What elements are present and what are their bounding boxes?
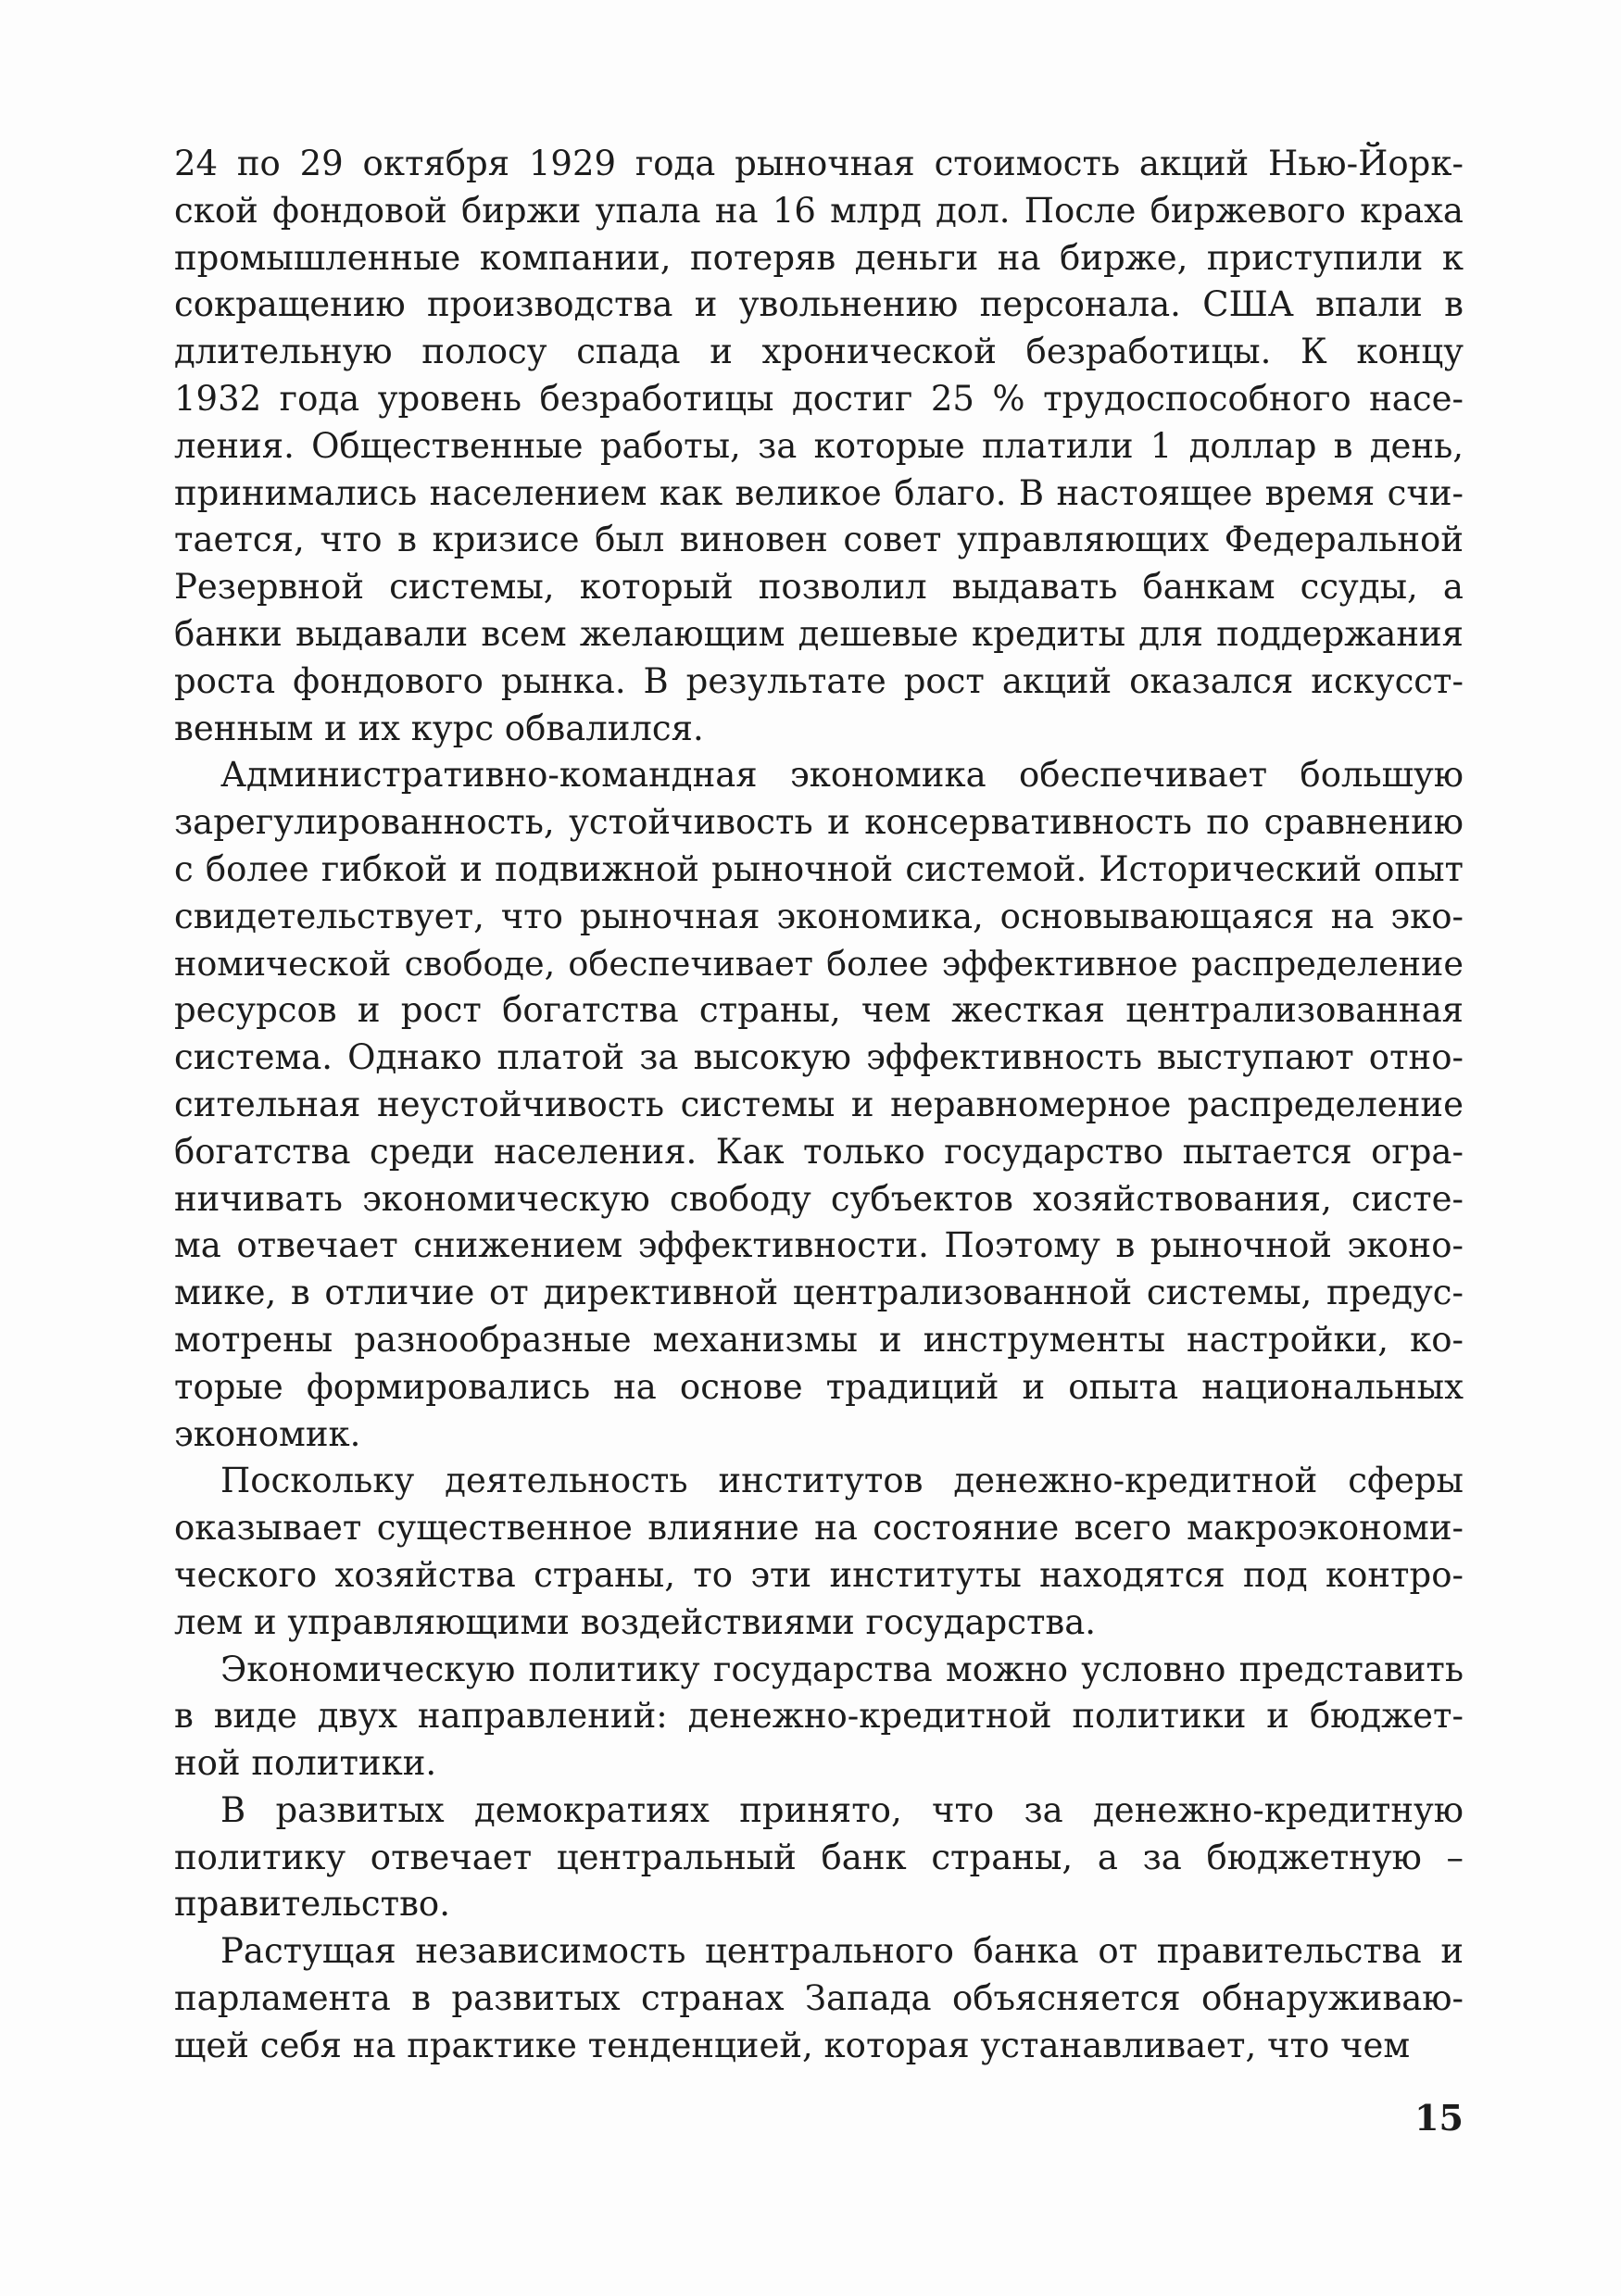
text-line: с более гибкой и подвижной рыночной системой. Исторический опыт <box>174 848 1464 889</box>
text-line: Административно-командная экономика обеспечивает большую <box>220 755 1464 796</box>
text-line: номической свободе, обеспечивает более эффективное распределение <box>174 943 1464 984</box>
text-line: щей себя на практике тенденцией, которая устанавливает, что чем <box>174 2025 1411 2065</box>
paragraph <box>174 1928 1464 2069</box>
text-line: ма отвечает снижением эффективности. Поэтому в рыночной эконо- <box>174 1225 1464 1266</box>
text-line: зарегулированность, устойчивость и консервативность по сравнению <box>174 802 1464 843</box>
text-line: экономик. <box>174 1413 361 1454</box>
page-number: 15 <box>1414 2097 1464 2139</box>
text-line: свидетельствует, что рыночная экономика, основывающаяся на эко- <box>174 896 1464 936</box>
text-line: ничивать экономическую свободу субъектов хозяйствования, систе- <box>174 1178 1464 1219</box>
text-line: ской фондовой биржи упала на 16 млрд дол. После биржевого краха <box>174 190 1464 231</box>
text-line: длительную полосу спада и хронической безработицы. К концу <box>174 332 1464 372</box>
text-line: В развитых демократиях принято, что за денежно-кредитную <box>220 1789 1464 1830</box>
text-line: оказывает существенное влияние на состояние всего макроэкономи- <box>174 1508 1464 1549</box>
text-line: мотрены разнообразные механизмы и инструменты настройки, ко- <box>174 1319 1464 1360</box>
paragraph <box>174 1647 1464 1788</box>
text-line: правительство. <box>174 1884 450 1925</box>
text-line: 1932 года уровень безработицы достиг 25 % трудоспособного насе- <box>174 378 1464 419</box>
body-text <box>174 141 1464 2070</box>
text-line: политику отвечает центральный банк страны, а за бюджетную – <box>174 1837 1464 1877</box>
text-line: Поскольку деятельность институтов денежно-кредитной сферы <box>220 1461 1464 1501</box>
text-line: принимались населением как великое благо. В настоящее время счи- <box>174 472 1464 513</box>
text-line: ческого хозяйства страны, то эти институты находятся под контро- <box>174 1554 1464 1595</box>
text-line: роста фондового рынка. В результате рост акций оказался искусст- <box>174 660 1464 701</box>
text-line: торые формировались на основе традиций и опыта национальных <box>174 1366 1464 1407</box>
paragraph <box>174 141 1464 752</box>
text-line: сокращению производства и увольнению персонала. США впали в <box>174 284 1464 325</box>
text-line: тается, что в кризисе был виновен совет управляющих Федеральной <box>174 520 1464 560</box>
paragraph <box>174 1788 1464 1928</box>
text-line: ной политики. <box>174 1743 437 1784</box>
paragraph <box>174 752 1464 1458</box>
text-line: в виде двух направлений: денежно-кредитной политики и бюджет- <box>174 1696 1464 1737</box>
paragraph <box>174 1458 1464 1646</box>
text-line: система. Однако платой за высокую эффективность выступают отно- <box>174 1037 1464 1078</box>
text-line: парламента в развитых странах Запада объясняется обнаруживаю- <box>174 1978 1464 2019</box>
text-line: Резервной системы, который позволил выдавать банкам ссуды, а <box>174 567 1464 608</box>
text-line: промышленные компании, потеряв деньги на бирже, приступили к <box>174 237 1464 278</box>
text-line: богатства среди населения. Как только государство пытается огра- <box>174 1131 1464 1172</box>
text-line: банки выдавали всем желающим дешевые кредиты для поддержания <box>174 613 1464 654</box>
text-line: лем и управляющими воздействиями государства. <box>174 1601 1097 1642</box>
text-line: Растущая независимость центрального банка от правительства и <box>220 1931 1464 1972</box>
text-line: мике, в отличие от директивной централизованной системы, предус- <box>174 1273 1464 1313</box>
text-line: ления. Общественные работы, за которые платили 1 доллар в день, <box>174 425 1464 466</box>
text-line: венным и их курс обвалился. <box>174 708 704 748</box>
text-line: ресурсов и рост богатства страны, чем жесткая централизованная <box>174 990 1464 1031</box>
text-line: сительная неустойчивость системы и неравномерное распределение <box>174 1084 1464 1124</box>
text-line: Экономическую политику государства можно условно представить <box>220 1649 1464 1689</box>
text-line: 24 по 29 октября 1929 года рыночная стоимость акций Нью-Йорк- <box>174 144 1464 183</box>
